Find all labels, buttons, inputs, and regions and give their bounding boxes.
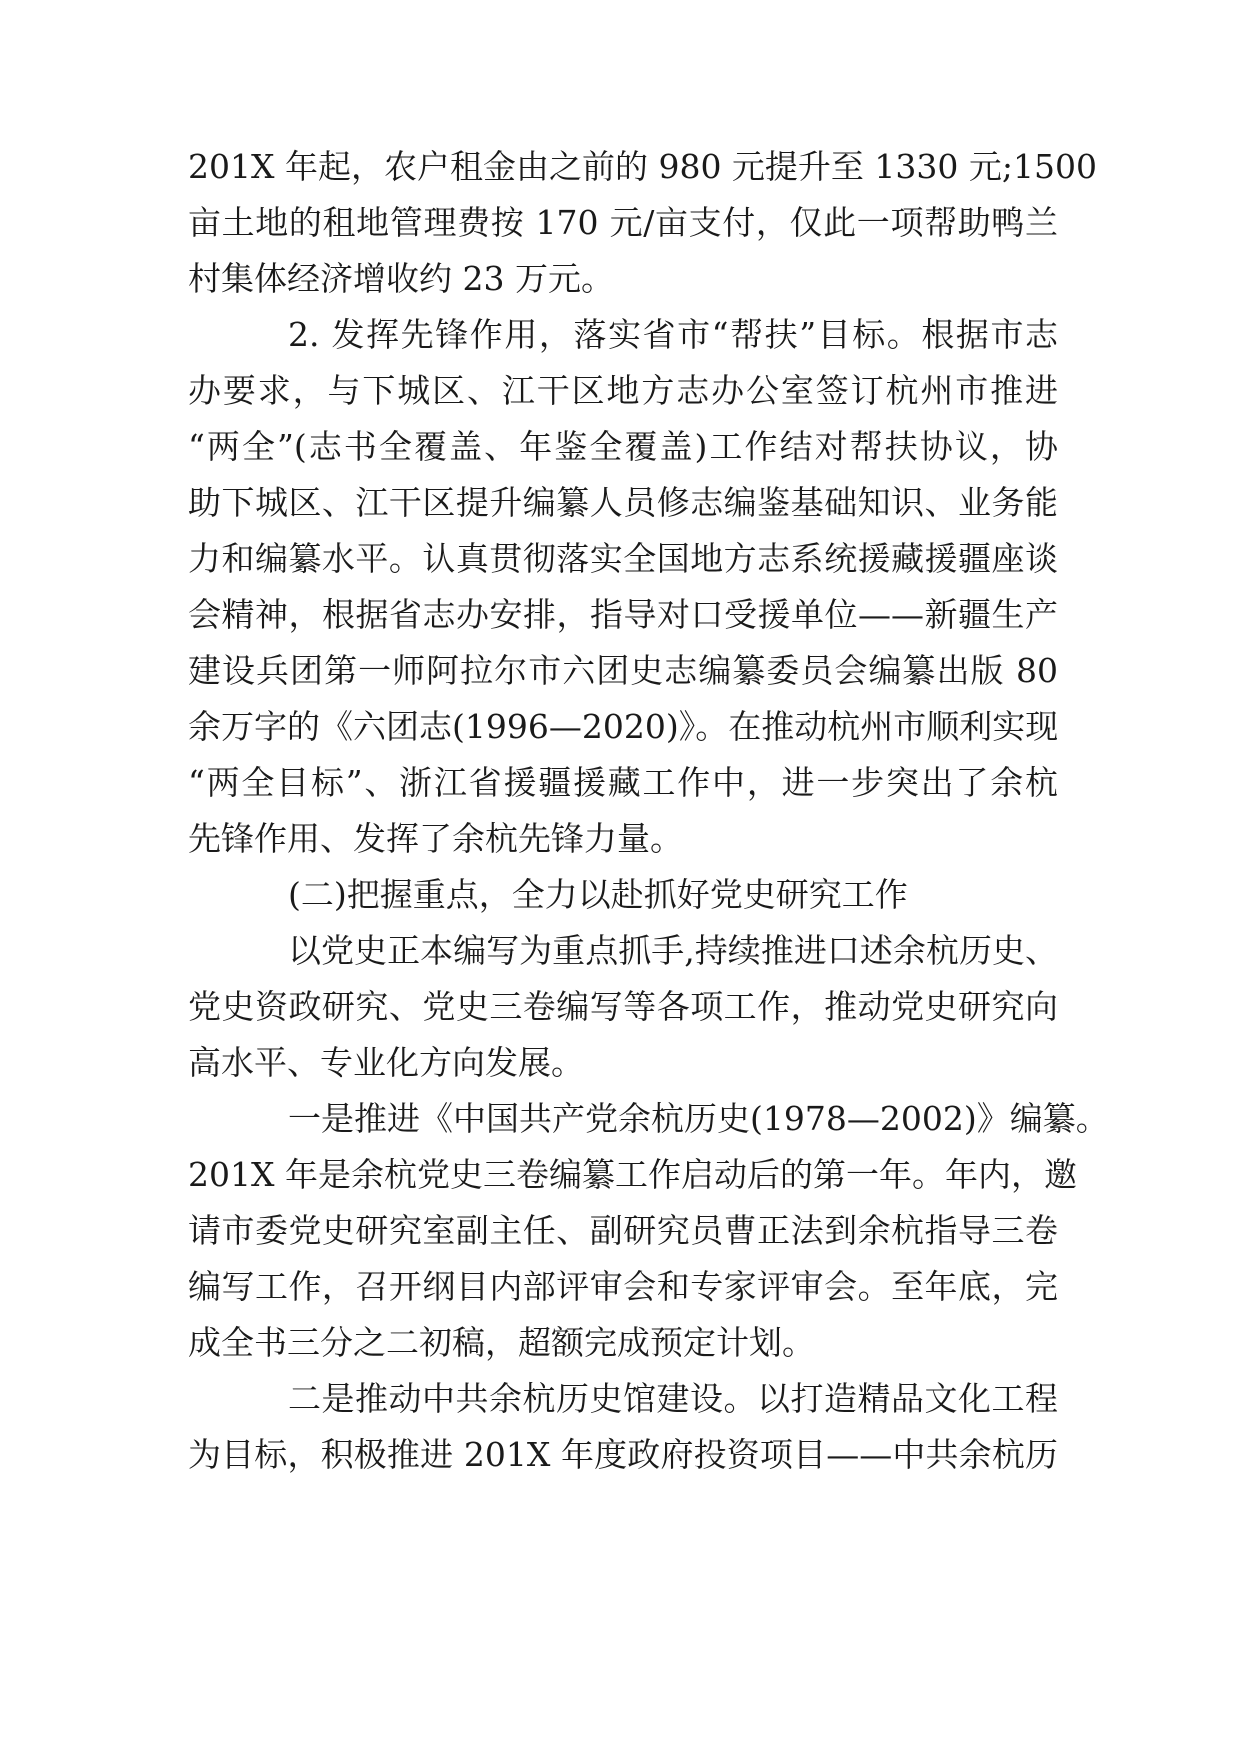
text-line: 高水平、专业化方向发展。 — [188, 1043, 584, 1082]
text-line: 2. 发挥先锋作用，落实省市“帮扶”目标。根据市志 — [288, 315, 1058, 354]
text-line: 亩土地的租地管理费按 170 元/亩支付，仅此一项帮助鸭兰 — [188, 203, 1058, 242]
text-line: 成全书三分之二初稿，超额完成预定计划。 — [188, 1323, 815, 1362]
text-line: 余万字的《六团志(1996—2020)》。在推动杭州市顺利实现 — [188, 707, 1059, 746]
text-line: 办要求，与下城区、江干区地方志办公室签订杭州市推进 — [188, 371, 1058, 410]
text-line: 建设兵团第一师阿拉尔市六团史志编纂委员会编纂出版 80 — [188, 651, 1058, 690]
text-line: 党史资政研究、党史三卷编写等各项工作，推动党史研究向 — [188, 987, 1058, 1026]
text-line: 201X 年起，农户租金由之前的 980 元提升至 1330 元;1500 — [188, 147, 1097, 186]
text-line: 先锋作用、发挥了余杭先锋力量。 — [188, 819, 683, 858]
text-line: 力和编纂水平。认真贯彻落实全国地方志系统援藏援疆座谈 — [188, 539, 1058, 578]
text-line: 请市委党史研究室副主任、副研究员曹正法到余杭指导三卷 — [188, 1211, 1058, 1250]
text-line: “两全目标”、浙江省援疆援藏工作中，进一步突出了余杭 — [188, 763, 1058, 802]
text-line: 一是推进《中国共产党余杭历史(1978—2002)》编纂。 — [288, 1099, 1109, 1138]
section-heading: (二)把握重点，全力以赴抓好党史研究工作 — [288, 875, 908, 914]
text-line: 为目标，积极推进 201X 年度政府投资项目——中共余杭历 — [188, 1435, 1058, 1474]
text-line: 会精神，根据省志办安排，指导对口受援单位——新疆生产 — [188, 595, 1058, 634]
text-line: 二是推动中共余杭历史馆建设。以打造精品文化工程 — [288, 1379, 1058, 1418]
text-line: 以党史正本编写为重点抓手,持续推进口述余杭历史、 — [288, 931, 1058, 970]
text-line: 201X 年是余杭党史三卷编纂工作启动后的第一年。年内，邀 — [188, 1155, 1077, 1194]
text-line: 村集体经济增收约 23 万元。 — [188, 259, 614, 298]
text-line: “两全”(志书全覆盖、年鉴全覆盖)工作结对帮扶协议，协 — [188, 427, 1058, 466]
text-line: 编写工作，召开纲目内部评审会和专家评审会。至年底，完 — [188, 1267, 1058, 1306]
text-line: 助下城区、江干区提升编纂人员修志编鉴基础知识、业务能 — [188, 483, 1058, 522]
